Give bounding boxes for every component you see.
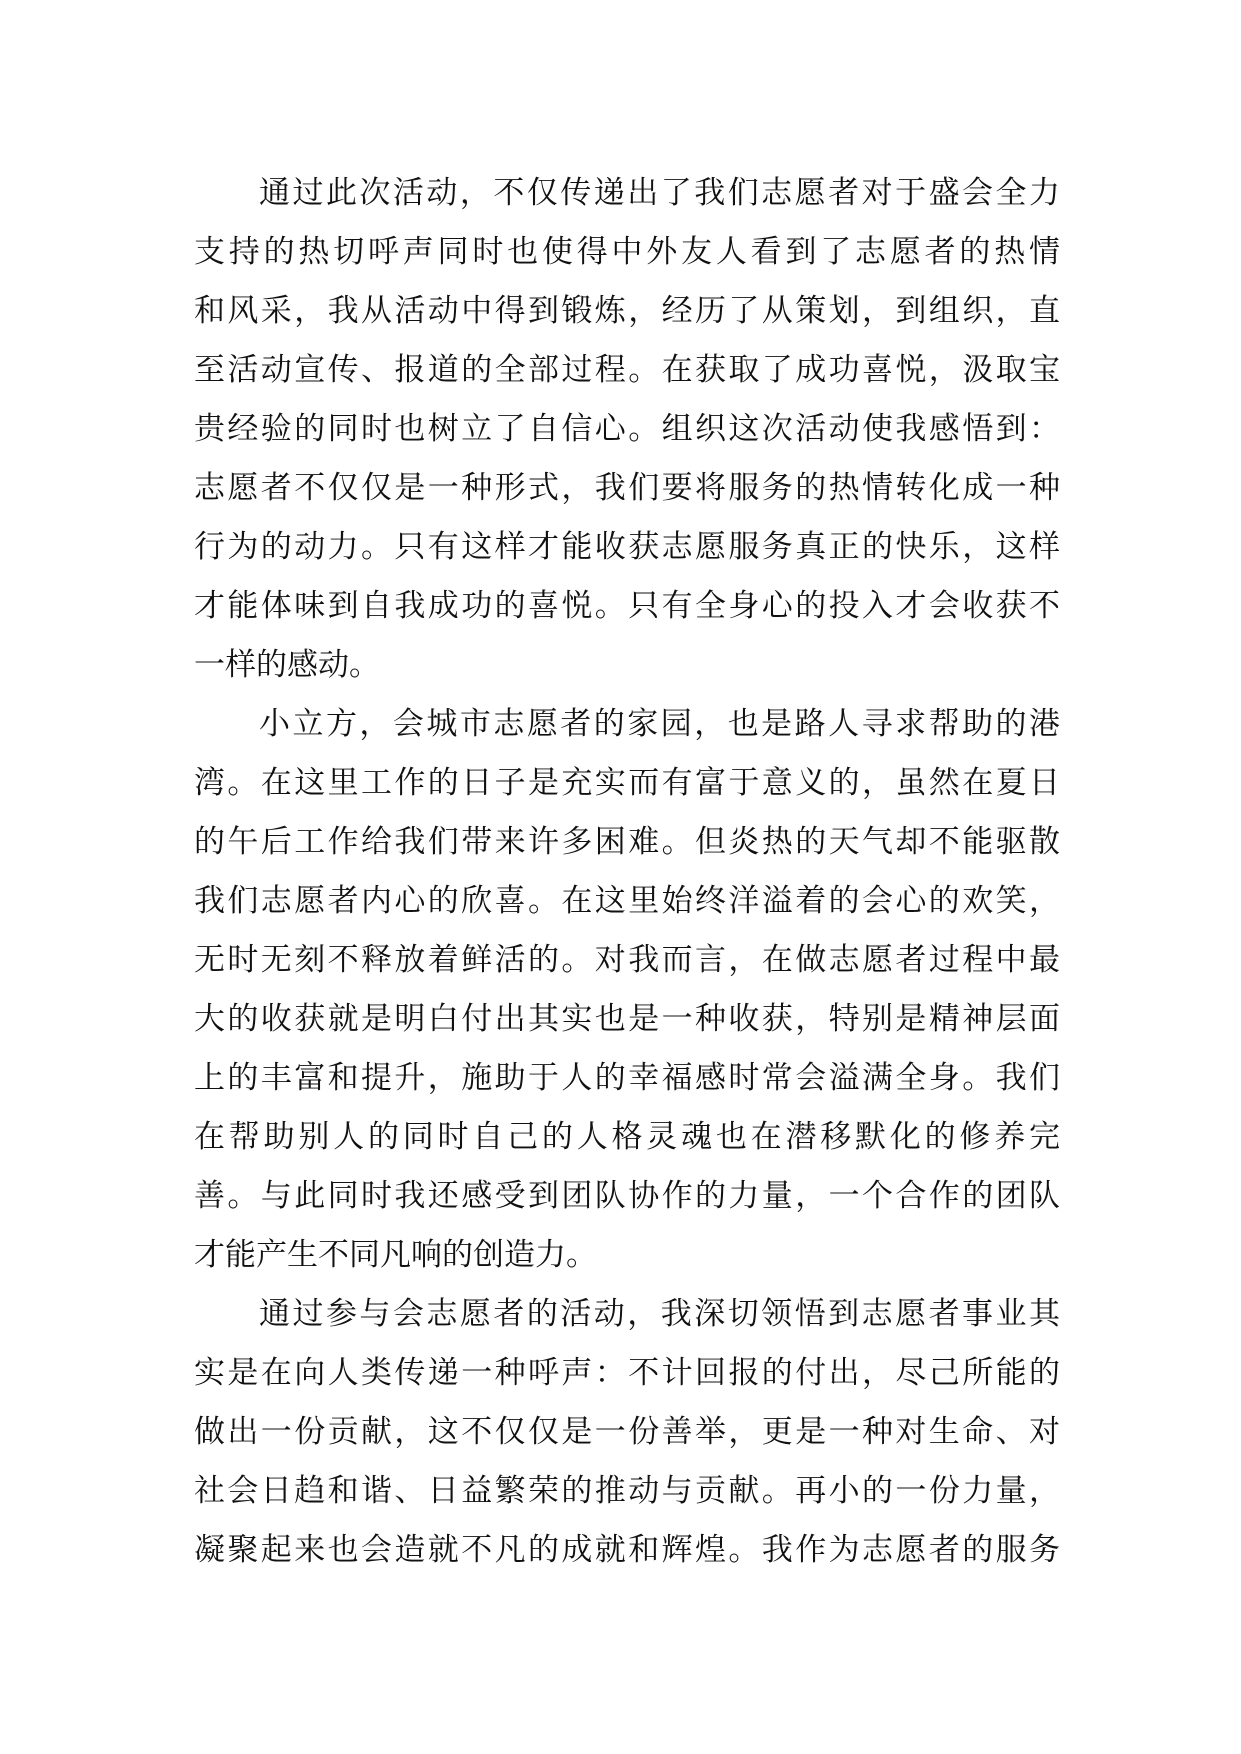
paragraph bbox=[194, 695, 1060, 1285]
text-line: 湾。在这里工作的日子是充实而有富于意义的，虽然在夏日 bbox=[194, 765, 1060, 801]
text-line: 贵经验的同时也树立了自信心。组织这次活动使我感悟到： bbox=[194, 411, 1060, 447]
text-line: 上的丰富和提升，施助于人的幸福感时常会溢满全身。我们 bbox=[194, 1060, 1060, 1096]
text-line: 善。与此同时我还感受到团队协作的力量，一个合作的团队 bbox=[194, 1178, 1060, 1214]
text-line: 支持的热切呼声同时也使得中外友人看到了志愿者的热情 bbox=[194, 234, 1060, 270]
document-body bbox=[194, 164, 1060, 1580]
text-line: 的午后工作给我们带来许多困难。但炎热的天气却不能驱散 bbox=[194, 824, 1060, 860]
text-line: 一样的感动。 bbox=[194, 647, 380, 683]
paragraph bbox=[194, 164, 1060, 695]
text-line: 在帮助别人的同时自己的人格灵魂也在潜移默化的修养完 bbox=[194, 1119, 1060, 1155]
text-line: 才能产生不同凡响的创造力。 bbox=[194, 1237, 597, 1273]
text-line: 大的收获就是明白付出其实也是一种收获，特别是精神层面 bbox=[194, 1001, 1060, 1037]
text-line: 凝聚起来也会造就不凡的成就和辉煌。我作为志愿者的服务 bbox=[194, 1532, 1060, 1568]
text-line: 才能体味到自我成功的喜悦。只有全身心的投入才会收获不 bbox=[194, 588, 1060, 624]
text-line: 小立方，会城市志愿者的家园，也是路人寻求帮助的港 bbox=[259, 706, 1060, 742]
paragraph bbox=[194, 1285, 1060, 1580]
text-line: 志愿者不仅仅是一种形式，我们要将服务的热情转化成一种 bbox=[194, 470, 1060, 506]
text-line: 无时无刻不释放着鲜活的。对我而言，在做志愿者过程中最 bbox=[194, 942, 1060, 978]
text-line: 至活动宣传、报道的全部过程。在获取了成功喜悦，汲取宝 bbox=[194, 352, 1060, 388]
text-line: 实是在向人类传递一种呼声：不计回报的付出，尽己所能的 bbox=[194, 1355, 1060, 1391]
text-line: 社会日趋和谐、日益繁荣的推动与贡献。再小的一份力量， bbox=[194, 1473, 1060, 1509]
text-line: 和风采，我从活动中得到锻炼，经历了从策划，到组织，直 bbox=[194, 293, 1060, 329]
text-line: 做出一份贡献，这不仅仅是一份善举，更是一种对生命、对 bbox=[194, 1414, 1060, 1450]
text-line: 行为的动力。只有这样才能收获志愿服务真正的快乐，这样 bbox=[194, 529, 1060, 565]
text-line: 我们志愿者内心的欣喜。在这里始终洋溢着的会心的欢笑， bbox=[194, 883, 1060, 919]
text-line: 通过此次活动，不仅传递出了我们志愿者对于盛会全力 bbox=[259, 175, 1060, 211]
text-line: 通过参与会志愿者的活动，我深切领悟到志愿者事业其 bbox=[259, 1296, 1060, 1332]
